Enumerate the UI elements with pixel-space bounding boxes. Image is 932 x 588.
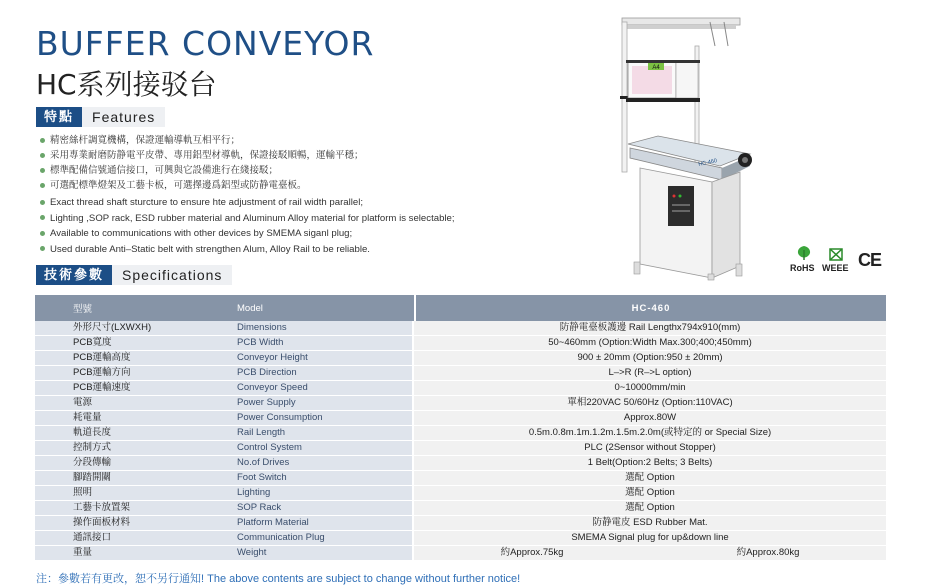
- table-row: 電源 Power Supply 單相220VAC 50/60Hz (Option:110VAC): [35, 396, 886, 411]
- rohs-icon: [793, 244, 815, 262]
- bullet-icon: [40, 215, 45, 220]
- bullet-icon: [40, 231, 45, 236]
- bullet-icon: [40, 183, 45, 188]
- feature-item: Available to communications with other devices by SMEMA siganl plug;: [40, 226, 455, 242]
- table-row: 通訊接口 Communication Plug SMEMA Signal plug for up&down line: [35, 531, 886, 546]
- table-row: PCB運輸速度 Conveyor Speed 0~10000mm/min: [35, 381, 886, 396]
- specs-label-cn: 技術參數: [36, 265, 112, 285]
- weight-value-b: 約Approx.80kg: [736, 547, 800, 558]
- feature-item: Exact thread shaft sturcture to ensure hte adjustment of rail width parallel;: [40, 195, 455, 211]
- table-row: 分段傳輸 No.of Drives 1 Belt(Option:2 Belts; 3 Belts): [35, 456, 886, 471]
- table-row: 控制方式 Control System PLC (2Sensor without Stopper): [35, 441, 886, 456]
- bullet-icon: [40, 200, 45, 205]
- page-subtitle: HC系列接驳台: [36, 68, 217, 101]
- table-row: 外形尺寸(LXWXH) Dimensions 防静電臺板護邊 Rail Lengthx794x910(mm): [35, 321, 886, 336]
- feature-item: Lighting ,SOP rack, ESD rubber material and Aluminum Alloy material for platform is selectable;: [40, 211, 455, 227]
- feature-item: 采用專業耐磨防静電平皮帶、專用鋁型材導軌，保證接駁順暢，運輸平穩；: [40, 148, 364, 163]
- weight-value-a: 約Approx.75kg: [500, 547, 564, 558]
- specs-section-header: [36, 265, 232, 285]
- features-list-en: [40, 195, 455, 257]
- table-row: PCB運輸方向 PCB Direction L–>R (R–>L option): [35, 366, 886, 381]
- features-label-en: Features: [82, 107, 165, 127]
- bullet-icon: [40, 168, 45, 173]
- specs-table: [35, 295, 886, 561]
- feature-item: 精密絲杆調寬機構，保證運輸導軌互相平行；: [40, 133, 364, 148]
- product-image: [600, 16, 770, 281]
- footer-note: [36, 570, 520, 586]
- header-model-en: Model: [232, 295, 414, 321]
- table-row: 腳踏開關 Foot Switch 選配 Option: [35, 471, 886, 486]
- weee-label: WEEE: [822, 263, 849, 273]
- features-label-cn: 特點: [36, 107, 82, 127]
- table-row: 軌道長度 Rail Length 0.5m.0.8m.1m.1.2m.1.5m.2.0m(或特定的 or Special Size): [35, 426, 886, 441]
- features-list-cn: [40, 133, 364, 193]
- feature-item: 標準配備信號通信接口，可興與它設備進行在綫接駁；: [40, 163, 364, 178]
- table-row: 工藝卡放置架 SOP Rack 選配 Option: [35, 501, 886, 516]
- header-model-value: HC-460: [414, 295, 886, 321]
- rohs-label: RoHS: [790, 263, 815, 273]
- weee-icon: [827, 246, 845, 262]
- header-model-cn: 型號: [35, 295, 232, 321]
- table-row: 操作面板材料 Platform Material 防静電皮 ESD Rubber Mat.: [35, 516, 886, 531]
- footer-note-cn: 注：參數若有更改，恕不另行通知!: [36, 573, 205, 585]
- table-header-row: [35, 295, 886, 321]
- table-row: PCB運輸高度 Conveyor Height 900 ± 20mm (Option:950 ± 20mm): [35, 351, 886, 366]
- ce-mark-icon: CE: [858, 250, 882, 270]
- footer-note-en: The above contents are subject to change without further notice!: [207, 573, 521, 585]
- table-row: PCB寬度 PCB Width 50~460mm (Option:Width Max.300;400;450mm): [35, 336, 886, 351]
- features-section-header: [36, 107, 165, 127]
- feature-item: Used durable Anti–Static belt with strengthen Alum, Alloy Rail to be reliable.: [40, 242, 455, 258]
- bullet-icon: [40, 138, 45, 143]
- bullet-icon: [40, 246, 45, 251]
- table-row: 照明 Lighting 選配 Option: [35, 486, 886, 501]
- table-row-weight: 重量 Weight 約Approx.75kg 約Approx.80kg: [35, 546, 886, 561]
- page-title: BUFFER CONVEYOR: [36, 24, 375, 63]
- card-label: A4: [652, 65, 660, 71]
- bullet-icon: [40, 153, 45, 158]
- feature-item: 可選配標準燈架及工藝卡板，可選擇邊爲鋁型或防静電臺板。: [40, 178, 364, 193]
- specs-label-en: Specifications: [112, 265, 232, 285]
- table-row: 耗電量 Power Consumption Approx.80W: [35, 411, 886, 426]
- machine-label: HC-460: [697, 158, 718, 168]
